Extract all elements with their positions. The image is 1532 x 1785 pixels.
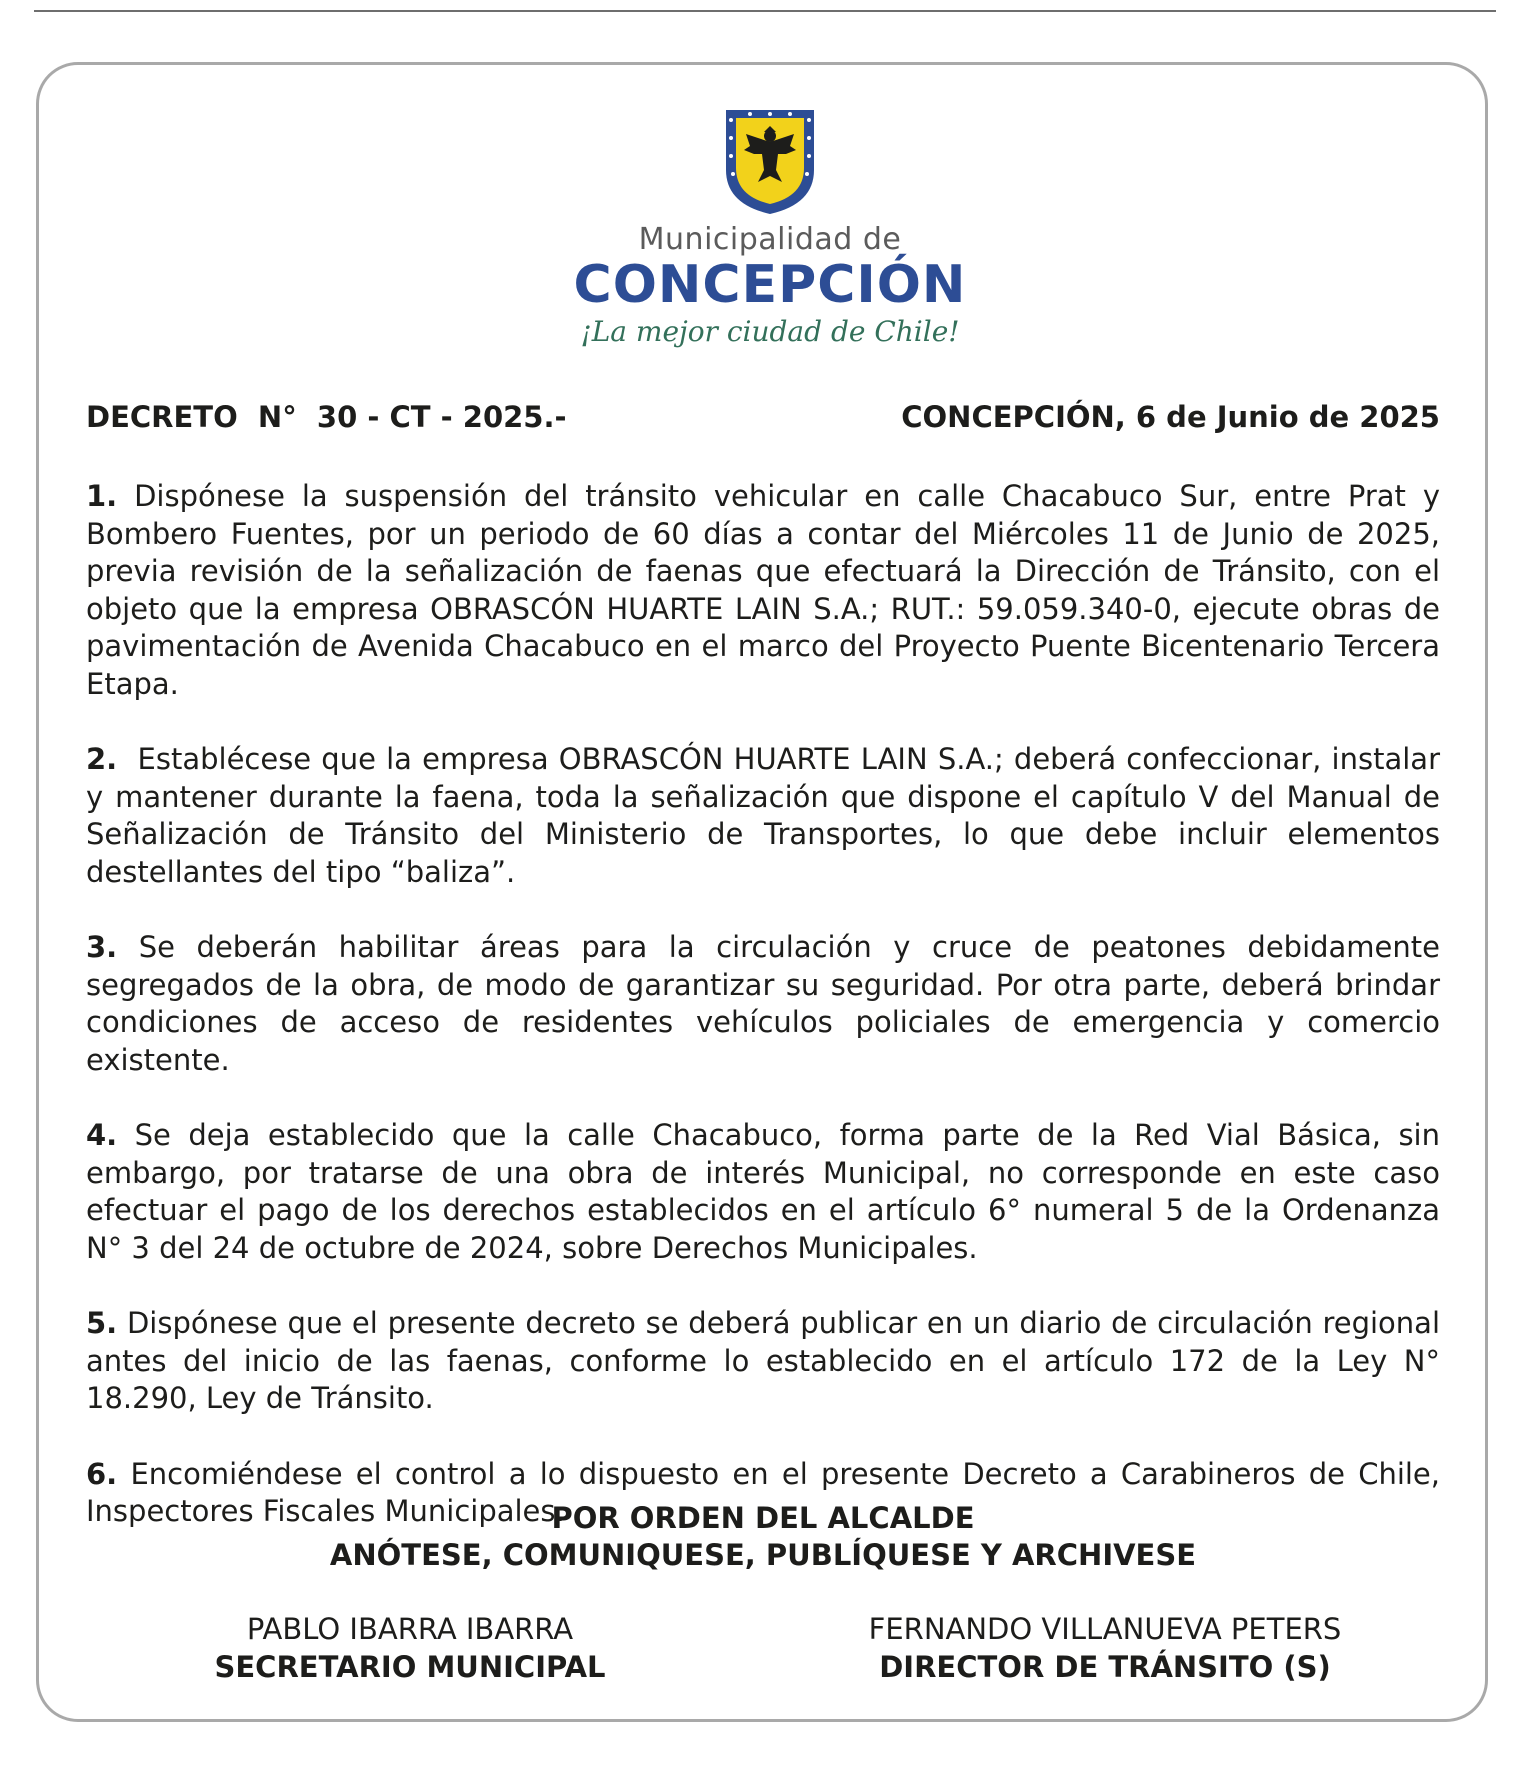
- clause-text: Dispónese la suspensión del tránsito vehicular en calle Chacabuco Sur, entre Prat y Bombero Fuentes, por un periodo de 60 días a contar del Miércoles 11 de Junio de 2025, previa revisión de la señalización de faenas que efectuará la Dirección de Tránsito, con el objeto que la empresa OBRASCÓN HUARTE LAIN S.A.; RUT.: 59.059.340-0, ejecute obras de pavimentación de Avenida Chacabuco en el marco del Proyecto Puente Bicentenario Tercera Etapa.: [86, 479, 1440, 701]
- clause-number: 5.: [86, 1306, 118, 1340]
- decree-header: [86, 400, 1440, 444]
- clause-3: [86, 929, 1440, 1079]
- signatory-name: FERNANDO VILLANUEVA PETERS: [868, 1612, 1342, 1646]
- municipality-logo: [560, 108, 980, 388]
- place-date: CONCEPCIÓN, 6 de Junio de 2025: [901, 400, 1440, 434]
- clause-5: [86, 1305, 1440, 1418]
- signatory-director: [825, 1610, 1385, 1686]
- clause-number: 3.: [86, 930, 118, 964]
- clause-4: [86, 1117, 1440, 1267]
- clause-1: [86, 478, 1440, 703]
- decree-number: DECRETO N° 30 - CT - 2025.-: [86, 400, 567, 434]
- signatory-role: SECRETARIO MUNICIPAL: [214, 1650, 606, 1684]
- signatory-secretary: [130, 1610, 690, 1686]
- clause-text: Establécese que la empresa OBRASCÓN HUARTE LAIN S.A.; deberá confeccionar, instalar y mantener durante la faena, toda la señalización que dispone el capítulo V del Manual de Señalización de Tránsito del Ministerio de Transportes, lo que debe incluir elementos destellantes del tipo “baliza”.: [86, 742, 1450, 889]
- city-name: CONCEPCIÓN: [573, 255, 967, 315]
- clause-text: Dispónese que el presente decreto se deberá publicar en un diario de circulación regional antes del inicio de las faenas, conforme lo establecido en el artículo 172 de la Ley N° 18.290, Ley de Tránsito.: [86, 1306, 1440, 1415]
- closing-line-1: POR ORDEN DEL ALCALDE: [551, 1501, 975, 1535]
- clause-number: 2.: [86, 742, 118, 776]
- signatory-role: DIRECTOR DE TRÁNSITO (S): [879, 1650, 1331, 1684]
- clause-number: 1.: [86, 479, 118, 513]
- clause-text: Se deja establecido que la calle Chacabuco, forma parte de la Red Vial Básica, sin embargo, por tratarse de una obra de interés Municipal, no corresponde en este caso efectuar el pago de los derechos establecidos en el artículo 6° numeral 5 de la Ordenanza N° 3 del 24 de octubre de 2024, sobre Derechos Municipales.: [86, 1118, 1440, 1265]
- signatory-name: PABLO IBARRA IBARRA: [246, 1612, 574, 1646]
- clause-2: [86, 741, 1450, 891]
- decree-body: [86, 478, 1450, 1569]
- closing-line-2: ANÓTESE, COMUNIQUESE, PUBLÍQUESE Y ARCHIVESE: [329, 1538, 1197, 1572]
- closing-order: [86, 1500, 1440, 1574]
- clause-number: 4.: [86, 1118, 118, 1152]
- clause-number: 6.: [86, 1456, 118, 1491]
- coat-of-arms-icon: [724, 108, 816, 216]
- city-slogan: ¡La mejor ciudad de Chile!: [580, 315, 960, 348]
- clause-text: Encomiéndese el control a lo dispuesto en el presente Decreto a Carabineros de Chile, Inspectores Fiscales Municipales.: [86, 1456, 1440, 1528]
- municipality-label: Municipalidad de: [638, 222, 902, 257]
- top-divider: [34, 10, 1496, 12]
- clause-text: Se deberán habilitar áreas para la circulación y cruce de peatones debidamente segregados de la obra, de modo de garantizar su seguridad. Por otra parte, deberá brindar condiciones de acceso de residentes vehículos policiales de emergencia y comercio existente.: [86, 930, 1440, 1077]
